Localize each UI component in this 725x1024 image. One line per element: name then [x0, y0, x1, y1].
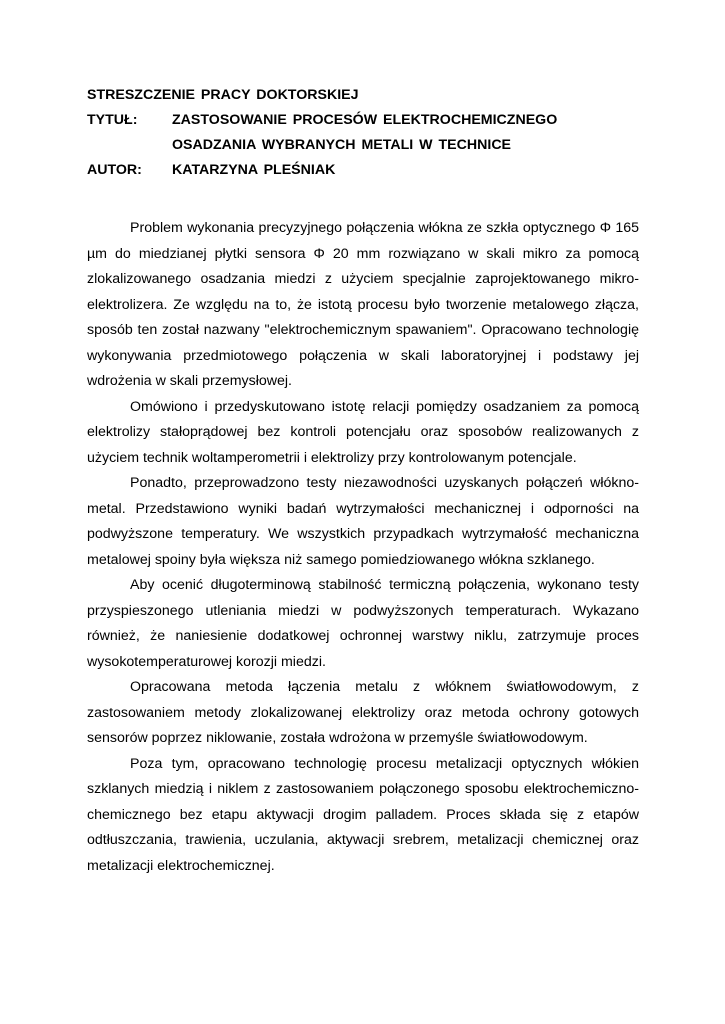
title-line-2: OSADZANIA WYBRANYCH METALI W TECHNICE: [172, 137, 512, 153]
paragraph: Poza tym, opracowano technologię procesu metalizacji optycznych włókien szklanych miedzią i niklem z zastosowaniem połączonego sposobu elektrochemiczno- chemicznego bez etapu aktywacji drogim palladem. Proces składa się z etapów odtłuszczania, trawienia, uczulania, aktywacji srebrem, metalizacji chemicznej oraz metalizacji elektrochemicznej.: [87, 755, 639, 874]
document-header: [87, 83, 639, 183]
paragraph: Omówiono i przedyskutowano istotę relacji pomiędzy osadzaniem za pomocą elektrolizy stałoprądowej bez kontroli potencjału oraz sposobów realizowanych z użyciem technik woltamperometrii i elektrolizy przy kontrolowanym potencjale.: [87, 398, 639, 466]
title-row-continued: [87, 133, 639, 158]
title-label: TYTUŁ:: [87, 112, 138, 128]
author-name: KATARZYNA PLEŚNIAK: [172, 162, 336, 178]
paragraph: Problem wykonania precyzyjnego połączenia włókna ze szkła optycznego Φ 165 µm do miedzianej płytki sensora Φ 20 mm rozwiązano w skali mikro za pomocą zlokalizowanego osadzania miedzi z użyciem specjalnie zaprojektowanego mikro-elektrolizera. Ze względu na to, że istotą procesu było tworzenie metalowego złącza, sposób ten został nazwany "elektrochemicznym spawaniem". Opracowano technologię wykonywania przedmiotowego połączenia w skali laboratoryjnej i podstawy jej wdrożenia w skali przemysłowej.: [87, 220, 639, 389]
paragraph: Aby ocenić długoterminową stabilność termiczną połączenia, wykonano testy przyspieszonego utleniania miedzi w podwyższonych temperaturach. Wykazano również, że naniesienie dodatkowej ochronnej warstwy niklu, zatrzymuje proces wysokotemperaturowej korozji miedzi.: [87, 577, 639, 670]
author-row: [87, 158, 639, 183]
abstract-heading: STRESZCZENIE PRACY DOKTORSKIEJ: [87, 87, 359, 103]
paragraph: Ponadto, przeprowadzono testy niezawodności uzyskanych połączeń włókno-metal. Przedstawiono wyniki badań wytrzymałości mechanicznej i odporności na podwyższone temperatury. We wszystkich przypadkach wytrzymałość mechaniczna metalowej spoiny była większa niż samego pomiedziowanego włókna szklanego.: [87, 475, 639, 568]
paragraph: Opracowana metoda łączenia metalu z włóknem światłowodowym, z zastosowaniem metody zlokalizowanej elektrolizy oraz metoda ochrony gotowych sensorów poprzez niklowanie, została wdrożona w przemyśle światłowodowym.: [87, 679, 639, 746]
author-label: AUTOR:: [87, 162, 142, 178]
title-line-1: ZASTOSOWANIE PROCESÓW ELEKTROCHEMICZNEGO: [172, 112, 558, 128]
title-row: [87, 108, 639, 133]
abstract-body: [87, 216, 639, 879]
document-page: [87, 83, 639, 879]
